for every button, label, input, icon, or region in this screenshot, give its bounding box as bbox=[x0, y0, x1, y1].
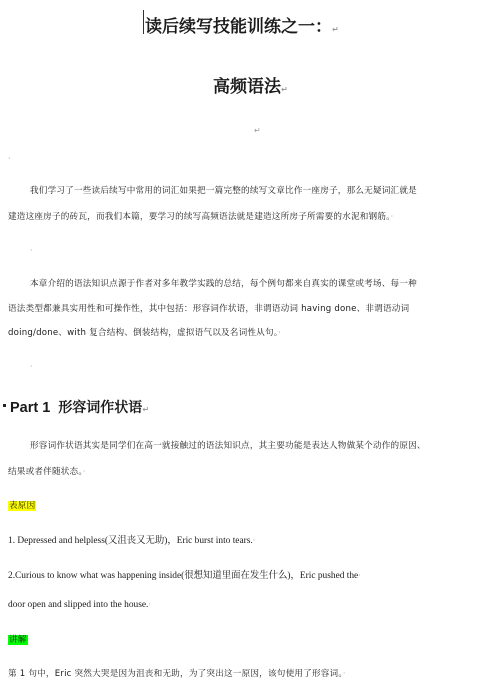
small-mark: · bbox=[358, 571, 361, 580]
intro-paragraph-1-line-2-text: 建造这座房子的砖瓦，而我们本篇，要学习的续写高频语法就是建造这所房子所需要的水泥和钢筋。 bbox=[8, 212, 391, 222]
small-mark: · bbox=[30, 362, 33, 371]
explain-line-1 bbox=[8, 667, 346, 679]
section-desc-line-1: 形容词作状语其实是同学们在高一就接触过的语法知识点，其主要功能是表达人物做某个动作的原因、 bbox=[30, 441, 426, 451]
small-mark: · bbox=[8, 154, 11, 163]
small-mark: · bbox=[278, 328, 282, 337]
explain-tag-text: 讲解 bbox=[9, 635, 27, 645]
reason-tag-text: 表原因 bbox=[9, 501, 36, 511]
small-mark: · bbox=[390, 212, 394, 221]
small-mark: · bbox=[252, 536, 256, 545]
explain-line-1-text: 第 1 句中，Eric 突然大哭是因为沮丧和无助，为了突出这一原因，该句使用了形容词。 bbox=[8, 669, 343, 679]
paragraph-mark: ↵ bbox=[254, 126, 261, 135]
example-2-line-1 bbox=[8, 567, 361, 581]
section-desc-line-2-text: 结果或者伴随状态。 bbox=[8, 467, 83, 477]
document-subtitle bbox=[213, 72, 288, 97]
small-mark: · bbox=[342, 669, 346, 678]
paragraph-mark: ↵ bbox=[281, 85, 288, 94]
section-number: Part 1 bbox=[10, 400, 51, 416]
explain-tag bbox=[8, 633, 30, 645]
small-mark: · bbox=[82, 467, 86, 476]
reason-tag bbox=[8, 499, 36, 511]
intro-paragraph-2-line-1: 本章介绍的语法知识点源于作者对多年教学实践的总结，每个例句都来自真实的课堂或考场、每一种 bbox=[30, 279, 417, 289]
small-mark: · bbox=[148, 600, 151, 609]
example-2-line-2-text: door open and slipped into the house. bbox=[8, 600, 149, 610]
section-desc-line-2 bbox=[8, 465, 86, 477]
example-2-line-1-text: 2.Curious to know what was happening inside(很想知道里面在发生什么)，Eric pushed the bbox=[8, 571, 359, 581]
example-2-line-2 bbox=[8, 600, 151, 610]
text-cursor bbox=[143, 10, 144, 34]
section-heading bbox=[10, 397, 149, 417]
intro-paragraph-1-line-1: 我们学习了一些读后续写中常用的词汇如果把一篇完整的续写文章比作一座房子，那么无疑词汇就是 bbox=[30, 186, 417, 196]
document-title-text: 读后续写技能训练之一： bbox=[145, 17, 332, 37]
intro-paragraph-2-line-2: 语法类型都兼具实用性和可操作性，其中包括：形容词作状语，非谓语动词 having done、非谓语动词 bbox=[8, 304, 410, 314]
intro-paragraph-1-line-2 bbox=[8, 210, 393, 222]
section-title: 形容词作状语 bbox=[58, 400, 143, 416]
intro-paragraph-2-line-3 bbox=[8, 326, 281, 338]
list-bullet bbox=[3, 404, 6, 407]
paragraph-mark: ↵ bbox=[332, 25, 339, 34]
example-1 bbox=[8, 532, 255, 546]
example-1-text: 1. Depressed and helpless(又沮丧又无助)，Eric burst into tears. bbox=[8, 536, 253, 546]
intro-paragraph-2-line-3-text: doing/done、with 复合结构、倒装结构，虚拟语气以及名词性从句。 bbox=[8, 328, 279, 338]
document-title bbox=[145, 12, 339, 37]
small-mark: · bbox=[30, 246, 33, 255]
paragraph-mark: ↵ bbox=[142, 405, 150, 414]
small-mark: · bbox=[27, 635, 31, 644]
document-subtitle-text: 高频语法 bbox=[213, 77, 281, 97]
